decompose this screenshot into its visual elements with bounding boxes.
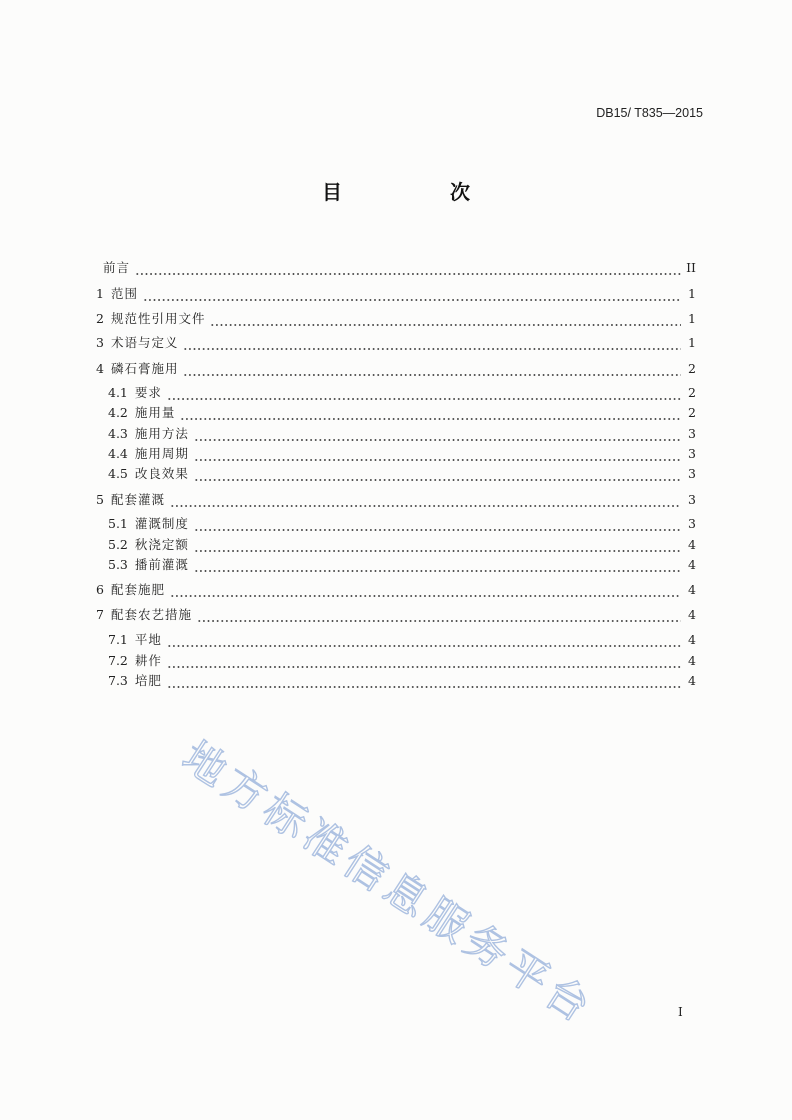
toc-entry-number: 2 [96, 311, 104, 326]
toc-entry[interactable] [108, 426, 696, 442]
toc-leader-dots [194, 470, 681, 482]
toc-entry-label: 秋浇定额 [134, 537, 189, 552]
toc-entry-label: 配套施肥 [110, 582, 165, 597]
toc-entry-page: 3 [688, 516, 696, 531]
toc-entry-page: 3 [688, 466, 696, 481]
toc-entry[interactable] [96, 311, 696, 327]
toc-entry-number: 4.2 [108, 405, 128, 420]
toc-leader-dots [197, 611, 681, 623]
toc-entry-page: 3 [688, 492, 696, 507]
toc-leader-dots [170, 586, 681, 598]
toc-entry-label: 施用周期 [134, 446, 189, 461]
toc-leader-dots [143, 290, 681, 302]
toc-entry[interactable] [108, 405, 696, 421]
toc-entry[interactable] [96, 260, 696, 276]
toc-entry-page: 2 [688, 385, 696, 400]
toc-entry-page: 4 [688, 632, 696, 647]
toc-entry-page: II [686, 260, 696, 275]
toc-entry[interactable] [108, 673, 696, 689]
toc-leader-dots [167, 657, 681, 669]
toc-entry-page: 4 [688, 537, 696, 552]
toc-entry-label: 耕作 [134, 653, 162, 668]
toc-entry-page: 3 [688, 446, 696, 461]
toc-entry[interactable] [108, 516, 696, 532]
toc-entry-label: 范围 [110, 286, 138, 301]
toc-leader-dots [210, 315, 681, 327]
toc-entry-label: 灌溉制度 [134, 516, 189, 531]
toc-entry-label: 平地 [134, 632, 162, 647]
toc-entry[interactable] [108, 537, 696, 553]
toc-leader-dots [180, 409, 681, 421]
toc-entry-page: 1 [688, 311, 696, 326]
toc-entry-label: 配套灌溉 [110, 492, 165, 507]
toc-leader-dots [183, 339, 681, 351]
toc-entry[interactable] [108, 557, 696, 573]
toc-entry[interactable] [108, 466, 696, 482]
toc-leader-dots [194, 450, 681, 462]
toc-leader-dots [194, 430, 681, 442]
toc-entry-number: 7.3 [108, 673, 128, 688]
toc-entry[interactable] [96, 335, 696, 351]
toc-entry-number: 4.3 [108, 426, 128, 441]
toc-entry-label: 改良效果 [134, 466, 189, 481]
toc-entry-label: 规范性引用文件 [110, 311, 206, 326]
page-number: I [678, 1005, 683, 1019]
toc-entry-page: 1 [688, 286, 696, 301]
toc-entry-page: 1 [688, 335, 696, 350]
toc-entry-page: 4 [688, 607, 696, 622]
toc-leader-dots [194, 561, 681, 573]
toc-entry-number: 4.4 [108, 446, 128, 461]
toc-entry-page: 2 [688, 361, 696, 376]
toc-entry-number: 7 [96, 607, 104, 622]
toc-leader-dots [167, 677, 681, 689]
toc-entry[interactable] [108, 385, 696, 401]
toc-entry-label: 播前灌溉 [134, 557, 189, 572]
toc-entry-label: 术语与定义 [110, 335, 179, 350]
toc-entry-number: 1 [96, 286, 104, 301]
toc-entry-page: 4 [688, 673, 696, 688]
toc-leader-dots [167, 389, 681, 401]
toc-entry-label: 培肥 [134, 673, 162, 688]
toc-leader-dots [194, 541, 681, 553]
toc-entry-number: 5.1 [108, 516, 128, 531]
toc-leader-dots [194, 520, 681, 532]
toc-entry-page: 4 [688, 557, 696, 572]
toc-entry-label: 施用量 [134, 405, 176, 420]
toc-entry[interactable] [96, 361, 696, 377]
document-code: DB15/ T835—2015 [596, 106, 703, 120]
toc-entry[interactable] [108, 653, 696, 669]
toc-leader-dots [183, 365, 681, 377]
toc-entry-number: 6 [96, 582, 104, 597]
watermark: 地方标准信息服务平台 [173, 731, 604, 1035]
toc-leader-dots [135, 264, 681, 276]
toc-leader-dots [167, 636, 681, 648]
toc-leader-dots [170, 496, 681, 508]
toc-entry-page: 4 [688, 653, 696, 668]
toc-entry-label: 磷石膏施用 [110, 361, 179, 376]
toc-entry-number: 5.3 [108, 557, 128, 572]
toc-entry-number: 4.1 [108, 385, 128, 400]
toc-entry-number: 4 [96, 361, 104, 376]
toc-entry[interactable] [96, 286, 696, 302]
toc-entry-number: 3 [96, 335, 104, 350]
toc-entry-label: 配套农艺措施 [110, 607, 192, 622]
toc-entry[interactable] [108, 446, 696, 462]
toc-entry-number: 4.5 [108, 466, 128, 481]
toc-entry-number: 7.1 [108, 632, 128, 647]
toc-entry-number: 7.2 [108, 653, 128, 668]
toc-entry-label: 前言 [103, 260, 131, 275]
toc-entry-page: 2 [688, 405, 696, 420]
toc-entry-number: 5.2 [108, 537, 128, 552]
toc-entry[interactable] [96, 492, 696, 508]
page-title: 目 次 [322, 180, 514, 204]
toc-entry-number: 5 [96, 492, 104, 507]
toc-entry-label: 施用方法 [134, 426, 189, 441]
toc-entry-page: 3 [688, 426, 696, 441]
toc-entry-page: 4 [688, 582, 696, 597]
toc-entry-label: 要求 [134, 385, 162, 400]
toc-entry[interactable] [108, 632, 696, 648]
toc-entry[interactable] [96, 582, 696, 598]
toc-entry[interactable] [96, 607, 696, 623]
